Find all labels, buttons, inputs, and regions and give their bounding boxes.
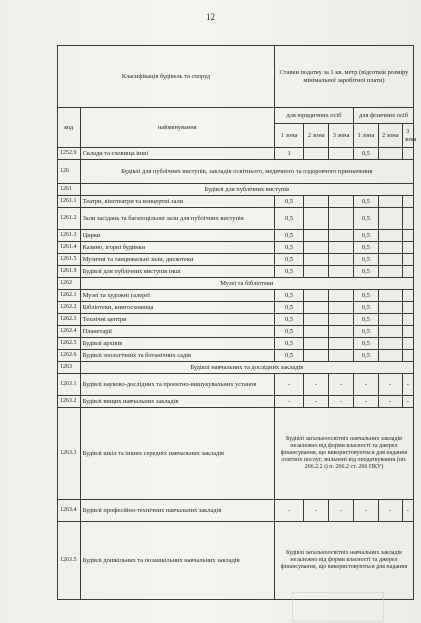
section-heading: Будівлі для публічних виступів, закладів освітнього, медичного та оздоровчого призначення (80, 160, 413, 184)
rate-cell (402, 148, 413, 160)
rate-cell: - (329, 374, 354, 396)
rate-cell: 0,5 (354, 196, 379, 208)
header-rates: Ставки податку за 1 кв. метр (відсотків розміру мінімальної заробітної плати) (274, 46, 413, 108)
table-row (58, 208, 414, 230)
rate-cell: 0,5 (354, 148, 379, 160)
header-zone: 2 зона (378, 124, 402, 148)
rate-cell (402, 254, 413, 266)
row-note: Будівлі загальноосвітніх навчальних закладів незалежно від форми власності та джерел фінансування, що використовуються для надання (274, 522, 413, 600)
rate-cell: 0,5 (354, 302, 379, 314)
table-row (58, 184, 414, 196)
rate-cell: - (274, 500, 303, 522)
row-name: Будівлі архівів (80, 338, 274, 350)
rate-cell: 0,5 (354, 230, 379, 242)
rate-cell (402, 230, 413, 242)
stamp-mark (292, 592, 384, 622)
row-name: Будівлі для публічних виступів інші (80, 266, 274, 278)
rate-cell: 0,5 (274, 302, 303, 314)
rate-cell: 0,5 (354, 254, 379, 266)
row-code: 1261.3 (58, 230, 81, 242)
header-zone: 3 зона (329, 124, 354, 148)
table-row (58, 278, 414, 290)
table-row (58, 230, 414, 242)
row-code: 1262 (58, 278, 81, 290)
rate-cell: 0,5 (274, 314, 303, 326)
rate-cell (378, 338, 402, 350)
table-row (58, 374, 414, 396)
row-code: 1261.9 (58, 266, 81, 278)
table-row (58, 522, 414, 600)
row-code: 1263.1 (58, 374, 81, 396)
rate-cell (304, 314, 329, 326)
header-classification: Класифікація будівель та споруд (58, 46, 275, 108)
row-note: Будівлі загальноосвітніх навчальних закладів незалежно від форми власності та джерел фінансування, що використовуються для надання освітніх послуг, звільнені від оподаткування (пп. 266.2.2 і) п. 266.2 ст. 266 ПКУ) (274, 408, 413, 500)
section-heading: Музеї та бібліотеки (80, 278, 413, 290)
rate-cell (304, 326, 329, 338)
row-name: Цирки (80, 230, 274, 242)
rate-cell: - (274, 374, 303, 396)
table-row (58, 362, 414, 374)
rate-cell (304, 242, 329, 254)
rate-cell (378, 242, 402, 254)
row-name: Театри, кінотеатри та концертні зали (80, 196, 274, 208)
rate-cell (304, 230, 329, 242)
rate-cell (304, 208, 329, 230)
row-code: 126 (58, 160, 81, 184)
rate-cell: 0,5 (354, 314, 379, 326)
table-row (58, 266, 414, 278)
rate-cell (329, 302, 354, 314)
rate-cell (329, 148, 354, 160)
row-code: 1261 (58, 184, 81, 196)
rate-cell (378, 254, 402, 266)
rate-cell: - (329, 500, 354, 522)
rate-cell: - (402, 500, 413, 522)
row-code: 1261.5 (58, 254, 81, 266)
rate-cell (402, 302, 413, 314)
row-name: Будівлі науково-дослідних та проектно-вишукувальних установ (80, 374, 274, 396)
row-name: Казино, ігорні будинки (80, 242, 274, 254)
row-name: Склади та сховища інші (80, 148, 274, 160)
rate-cell: 0,5 (274, 242, 303, 254)
row-code: 1263.3 (58, 408, 81, 500)
rate-cell: 0,5 (354, 266, 379, 278)
rate-cell (329, 290, 354, 302)
header-individuals: для фізичних осіб (354, 108, 414, 124)
rate-cell: 0,5 (354, 350, 379, 362)
rate-cell (329, 266, 354, 278)
rate-cell: 0,5 (354, 208, 379, 230)
rate-cell (304, 254, 329, 266)
table-row (58, 302, 414, 314)
rate-cell: - (402, 374, 413, 396)
rate-cell (329, 242, 354, 254)
row-code: 1262.3 (58, 314, 81, 326)
rate-cell (378, 350, 402, 362)
rate-cell (378, 290, 402, 302)
rate-cell: 0,5 (274, 338, 303, 350)
rate-cell: - (304, 396, 329, 408)
row-code: 1262.2 (58, 302, 81, 314)
row-name: Будівлі шкіл та інших середніх навчальних закладів (80, 408, 274, 500)
rate-cell: - (304, 500, 329, 522)
rate-cell: 0,5 (354, 326, 379, 338)
rate-cell: 0,5 (354, 338, 379, 350)
header-legal-entities: для юридичних осіб (274, 108, 353, 124)
table-row (58, 350, 414, 362)
row-name: Планетарії (80, 326, 274, 338)
page-number: 12 (206, 12, 215, 22)
table-row (58, 242, 414, 254)
row-code: 1261.1 (58, 196, 81, 208)
rate-cell: - (354, 374, 379, 396)
rate-cell (378, 266, 402, 278)
rate-cell (402, 208, 413, 230)
rate-cell (329, 254, 354, 266)
row-code: 1263 (58, 362, 81, 374)
rate-cell: 0,5 (274, 208, 303, 230)
row-code: 1252.9 (58, 148, 81, 160)
rate-cell: - (274, 396, 303, 408)
table-row (58, 196, 414, 208)
rate-cell (378, 302, 402, 314)
rate-cell (329, 314, 354, 326)
rate-cell (378, 208, 402, 230)
header-name: найменування (80, 108, 274, 148)
rate-cell: - (329, 396, 354, 408)
tax-rate-table (57, 45, 417, 600)
rate-cell (402, 326, 413, 338)
table-row (58, 326, 414, 338)
row-name: Музичні та танцювальні зали, дискотеки (80, 254, 274, 266)
rate-cell (402, 290, 413, 302)
rate-cell: - (378, 500, 402, 522)
row-name: Бібліотеки, книгосховища (80, 302, 274, 314)
rate-cell (304, 302, 329, 314)
table-row (58, 160, 414, 184)
row-name: Музеї та художні галереї (80, 290, 274, 302)
table-row (58, 290, 414, 302)
row-name: Будівлі зоологічних та ботанічних садів (80, 350, 274, 362)
rate-cell (329, 350, 354, 362)
header-zone: 1 зона (274, 124, 303, 148)
rate-cell (304, 338, 329, 350)
row-code: 1262.6 (58, 350, 81, 362)
row-code: 1263.4 (58, 500, 81, 522)
rate-cell (304, 196, 329, 208)
rate-cell (402, 266, 413, 278)
rate-cell: - (378, 374, 402, 396)
rate-cell (329, 196, 354, 208)
row-code: 1262.1 (58, 290, 81, 302)
table-row (58, 314, 414, 326)
rate-cell: 0,5 (274, 230, 303, 242)
rate-cell: - (304, 374, 329, 396)
header-code: код (58, 108, 81, 148)
row-name: Технічні центри (80, 314, 274, 326)
rate-cell (378, 230, 402, 242)
rate-cell (402, 196, 413, 208)
rate-cell (304, 148, 329, 160)
rate-cell (304, 350, 329, 362)
rate-cell: 0,5 (354, 242, 379, 254)
row-code: 1263.5 (58, 522, 81, 600)
row-code: 1261.2 (58, 208, 81, 230)
rate-cell: - (354, 500, 379, 522)
rate-cell (378, 148, 402, 160)
rate-cell (378, 314, 402, 326)
rate-cell (402, 314, 413, 326)
rate-cell: 0,5 (274, 266, 303, 278)
rate-cell (402, 242, 413, 254)
table-row (58, 408, 414, 500)
row-name: Будівлі професійно-технічних навчальних закладів (80, 500, 274, 522)
rate-cell (304, 266, 329, 278)
table-row (58, 148, 414, 160)
rate-cell: 0,5 (354, 290, 379, 302)
header-zone: 2 зона (304, 124, 329, 148)
rate-cell (329, 208, 354, 230)
row-name: Зали засідань та багатоцільові зали для публічних виступів (80, 208, 274, 230)
row-name: Будівлі вищих навчальних закладів (80, 396, 274, 408)
rate-cell (329, 326, 354, 338)
rate-cell (378, 326, 402, 338)
table-row (58, 254, 414, 266)
row-code: 1261.4 (58, 242, 81, 254)
row-code: 1262.4 (58, 326, 81, 338)
section-heading: Будівлі навчальних та дослідних закладів (80, 362, 413, 374)
rate-cell (378, 196, 402, 208)
row-code: 1262.5 (58, 338, 81, 350)
rate-cell (304, 290, 329, 302)
rate-cell: - (354, 396, 379, 408)
rate-cell: 0,5 (274, 254, 303, 266)
rate-cell (402, 350, 413, 362)
rate-cell (402, 338, 413, 350)
rate-cell (329, 230, 354, 242)
rate-cell (329, 338, 354, 350)
rate-cell: 0,5 (274, 290, 303, 302)
table-row (58, 500, 414, 522)
header-zone: 3 зона (402, 124, 413, 148)
table-row (58, 338, 414, 350)
row-name: Будівлі дошкільних та позашкільних навчальних закладів (80, 522, 274, 600)
rate-cell: - (378, 396, 402, 408)
rate-cell: 1 (274, 148, 303, 160)
row-code: 1263.2 (58, 396, 81, 408)
section-heading: Будівлі для публічних виступів (80, 184, 413, 196)
rate-cell: 0,5 (274, 196, 303, 208)
rate-cell: 0,5 (274, 326, 303, 338)
rate-cell: - (402, 396, 413, 408)
header-zone: 1 зона (354, 124, 379, 148)
table-row (58, 396, 414, 408)
rate-cell: 0,5 (274, 350, 303, 362)
